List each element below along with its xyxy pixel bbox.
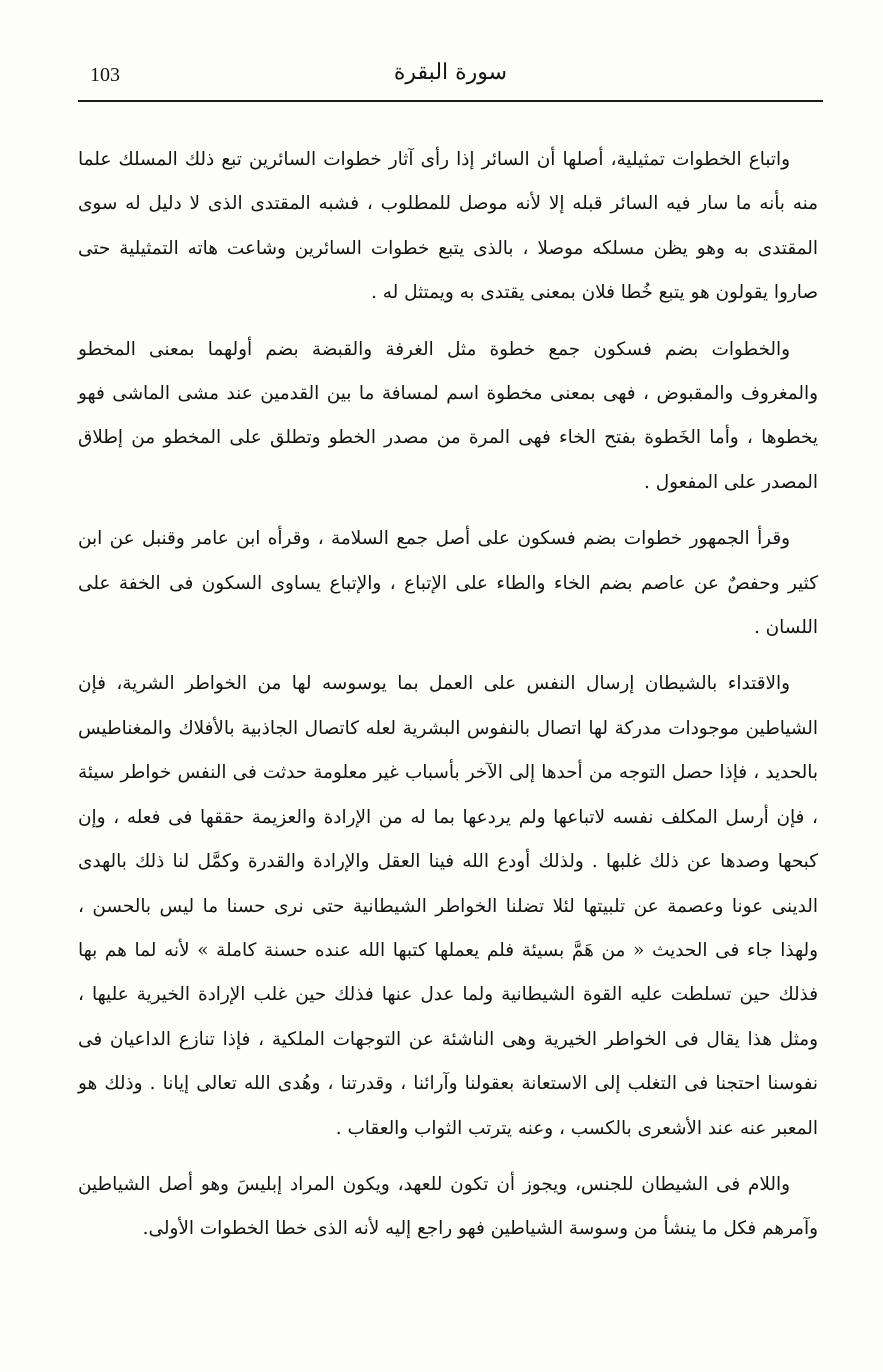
paragraph: وقرأ الجمهور خطوات بضم فسكون على أصل جمع السلامة ، وقرأه ابن عامر وقنبل عن ابن كثير وحفصٌ عن عاصم بضم الخاء والطاء على الإتباع ، والإتباع يساوى السكون فى الخفة على اللسان . <box>78 528 818 639</box>
paragraph: والخطوات بضم فسكون جمع خطوة مثل الغرفة والقبضة بضم أولهما بمعنى المخطو والمغروف والمقبوض ، فهى بمعنى مخطوة اسم لمسافة ما بين القدمين عند مشى الماشى فهو يخطوها ، وأما الخَطوة بفتح الخاء فهى المرة من مصدر الخطو وتطلق على المخطو من إطلاق المصدر على المفعول . <box>78 338 818 493</box>
page-number: 103 <box>90 64 120 86</box>
body-text <box>78 138 818 1252</box>
running-title: سورة البقرة <box>393 60 508 85</box>
paragraph: واللام فى الشيطان للجنس، ويجوز أن تكون للعهد، ويكون المراد إبليسَ وهو أصل الشياطين وآمرهم فكل ما ينشأ من وسوسة الشياطين فهو راجع إليه لأنه الذى خطا الخطوات الأولى. <box>78 1173 818 1240</box>
page-header <box>78 54 823 102</box>
paragraph: واتباع الخطوات تمثيلية، أصلها أن السائر إذا رأى آثار خطوات السائرين تبع ذلك المسلك علما منه بأنه ما سار فيه السائر قبله إلا لأنه موصل للمطلوب ، فشبه المقتدى الذى لا دليل له سوى المقتدى به وهو يظن مسلكه موصلا ، بالذى يتبع خطوات السائرين وشاعت هاته التمثيلية حتى صاروا يقولون هو يتبع خُطا فلان بمعنى يقتدى به ويمتثل له . <box>78 149 818 304</box>
paragraph: والاقتداء بالشيطان إرسال النفس على العمل بما يوسوسه لها من الخواطر الشرية، فإن الشياطين موجودات مدركة لها اتصال بالنفوس البشرية لعله كاتصال الجاذبية بالأفلاك والمغناطيس بالحديد ، فإذا حصل التوجه من أحدها إلى الآخر بأسباب غير معلومة حدثت فى النفس خواطر سيئة ، فإن أرسل المكلف نفسه لاتباعها ولم يردعها بما له من الإرادة والعزيمة حققها فى فعله ، وإن كبحها وصدها عن ذلك غلبها . ولذلك أودع الله فينا العقل والإرادة والقدرة وكمَّل لنا ذلك بالهدى الدينى عونا وعصمة عن تلبيتها لئلا تضلنا الخواطر الشيطانية حتى نرى حسنا ما ليس بالحسن ، ولهذا جاء فى الحديث « من هَمَّ بسيئة فلم يعملها كتبها الله عنده حسنة كاملة » لأنه لما هم بها فذلك حين تسلطت عليه القوة الشيطانية ولما عدل عنها فذلك حين غلب الإرادة الخيرية عليها ، ومثل هذا يقال فى الخواطر الخيرية وهى الناشئة عن التوجهات الملكية ، فإذا تنازع الداعيان فى نفوسنا احتجنا فى التغلب إلى الاستعانة بعقولنا وآرائنا ، وقدرتنا ، وهُدى الله تعالى إيانا . وذلك هو المعبر عنه عند الأشعرى بالكسب ، وعنه يترتب الثواب والعقاب . <box>78 673 819 1139</box>
